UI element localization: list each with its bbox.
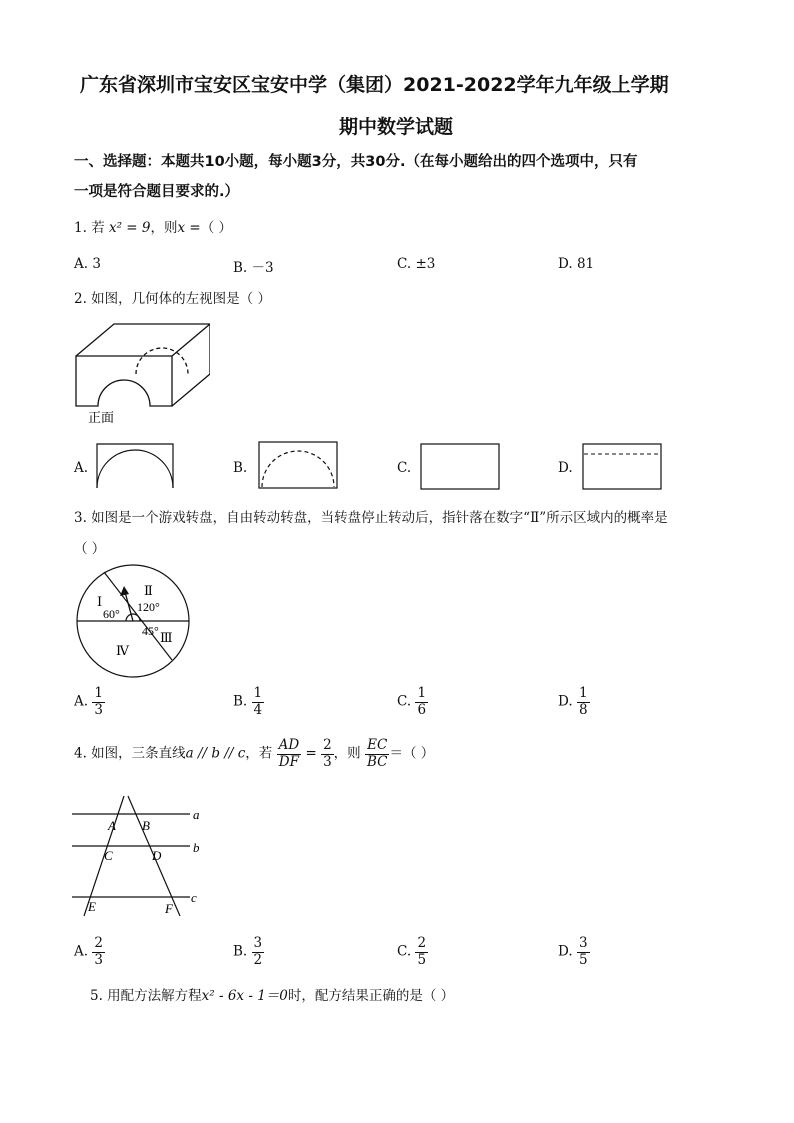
q2-front-label: 正面 — [88, 410, 115, 425]
q1-text-mid: ，则 — [150, 220, 178, 236]
q4-line-c: c — [191, 890, 197, 905]
q2-option-b-figure[interactable] — [258, 441, 340, 491]
q1-text-after: （ ） — [200, 220, 233, 236]
q3-label-III: Ⅲ — [160, 630, 173, 645]
q2-option-c-figure[interactable] — [420, 443, 502, 491]
q3-option-a[interactable]: A. $\frac{1}{3}$ — [74, 685, 103, 718]
question-3-line1: 3. 如图是一个游戏转盘，自由转动转盘，当转盘停止转动后，指针落在数字“Ⅱ”所示区域内的概率是 — [74, 510, 668, 526]
question-5: 5. 用配方法解方程x² - 6x - 1＝0时，配方结果正确的是（ ） — [90, 988, 455, 1004]
q3-angle-120: 120° — [137, 600, 160, 614]
q1-option-a[interactable]: A. 3 — [74, 256, 101, 272]
q1-number: 1. — [74, 220, 87, 236]
q4-line-a: a — [193, 807, 200, 822]
q4-option-a[interactable]: A. $\frac{2}{3}$ — [74, 935, 103, 968]
q4-point-A: A — [108, 818, 116, 833]
q2-solid-figure — [70, 318, 210, 428]
q4-option-b[interactable]: B. $\frac{3}{2}$ — [233, 935, 263, 968]
q2-option-a-figure[interactable] — [95, 440, 177, 492]
page-title-line1: 广东省深圳市宝安区宝安中学（集团）2021-2022学年九年级上学期 — [80, 74, 669, 96]
q3-option-d[interactable]: D. $\frac{1}{8}$ — [558, 685, 588, 718]
q2-option-a-label[interactable]: A. — [74, 460, 89, 476]
q2-option-d-label[interactable]: D. — [558, 460, 573, 476]
question-4: 4. 如图，三条直线a // b // c，若 $\frac{AD}{DF}$ = $\frac{2}{3}$ ，则 $\frac{EC}{BC}$ ＝（ ） — [74, 737, 435, 770]
q4-fraction-2-3: $\frac{2}{3}$ — [323, 737, 332, 770]
q4-condition: a // b // c — [185, 745, 246, 762]
q3-option-b[interactable]: B. $\frac{1}{4}$ — [233, 685, 263, 718]
page-title-line2: 期中数学试题 — [339, 116, 454, 138]
q4-fraction-ec-bc: $\frac{EC}{BC}$ — [366, 737, 388, 770]
q4-parallel-lines-figure — [70, 794, 210, 920]
question-2: 2. 如图，几何体的左视图是（ ） — [74, 291, 271, 307]
q4-fraction-ad-df: $\frac{AD}{DF}$ — [278, 737, 300, 770]
q4-point-B: B — [142, 818, 150, 833]
q3-angle-60: 60° — [103, 607, 120, 621]
q1-text-before: 若 — [91, 220, 105, 236]
q3-label-I: Ⅰ — [97, 594, 103, 609]
q1-option-c[interactable]: C. ±3 — [397, 256, 436, 272]
q3-spinner-figure — [74, 562, 194, 680]
q3-label-II: Ⅱ — [144, 583, 153, 598]
section-heading-line1: 一、选择题：本题共10小题，每小题3分，共30分.（在每小题给出的四个选项中，只有 — [74, 154, 638, 170]
q2-option-d-figure[interactable] — [582, 443, 664, 491]
q4-point-E: E — [88, 899, 96, 914]
q4-line-b: b — [193, 840, 200, 855]
q4-point-D: D — [152, 848, 162, 863]
section-heading-line2: 一项是符合题目要求的.） — [74, 184, 240, 200]
q1-option-b[interactable]: B. －3 — [233, 260, 274, 276]
q4-point-C: C — [104, 848, 113, 863]
question-1 — [74, 216, 232, 236]
q1-var: x = — [177, 220, 201, 236]
q3-label-IV: Ⅳ — [116, 643, 129, 658]
q1-option-d[interactable]: D. 81 — [558, 256, 595, 272]
q3-option-c[interactable]: C. $\frac{1}{6}$ — [397, 685, 427, 718]
question-3-line2: （ ） — [74, 541, 106, 557]
q4-option-c[interactable]: C. $\frac{2}{5}$ — [397, 935, 427, 968]
q5-equation: x² - 6x - 1＝0 — [201, 988, 288, 1004]
q2-option-c-label[interactable]: C. — [397, 460, 412, 476]
q4-point-F: F — [165, 901, 173, 916]
q1-equation: x² = 9 — [108, 220, 151, 236]
q3-angle-45: 45° — [142, 624, 159, 638]
q4-option-d[interactable]: D. $\frac{3}{5}$ — [558, 935, 588, 968]
q2-option-b-label[interactable]: B. — [233, 460, 248, 476]
